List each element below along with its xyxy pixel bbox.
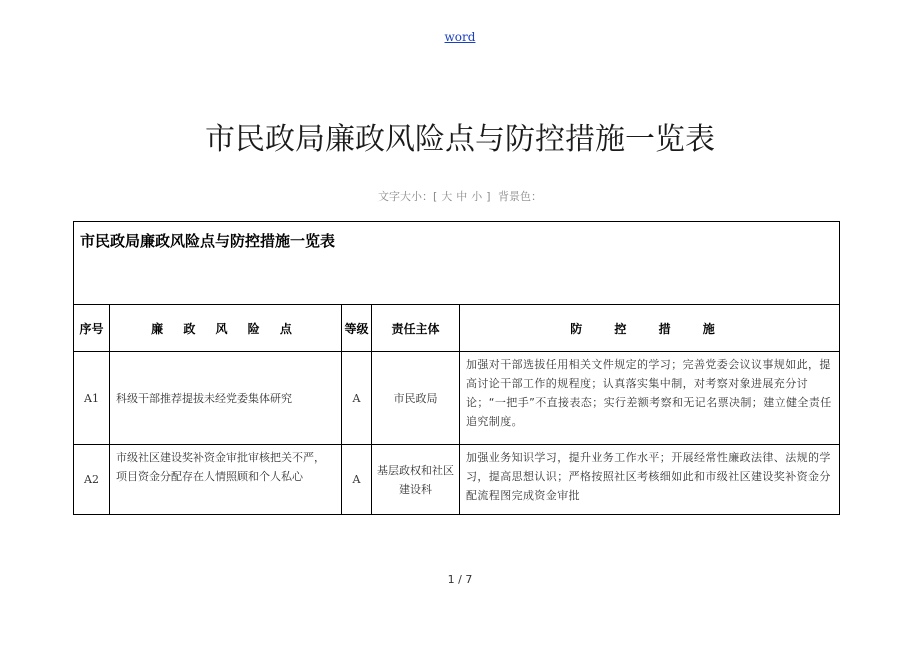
row-measures: 加强对干部选拔任用相关文件规定的学习；完善党委会议议事规如此，提高讨论干部工作的规程度；认真落实集中制，对考察对象进展充分讨论；“一把手”不直接表态；实行差额考察和无记名票决制；建立健全责任追究制度。 xyxy=(460,352,840,445)
row-risk: 市级社区建设奖补资金审批审核把关不严，项目资金分配存在人情照顾和个人私心 xyxy=(110,445,342,515)
font-size-medium-link[interactable]: 中 xyxy=(456,190,468,203)
page-number: 1 / 7 xyxy=(447,573,473,586)
table-row xyxy=(74,352,840,445)
row-subject: 基层政权和社区建设科 xyxy=(372,445,460,515)
header-measures: 防 控 措 施 xyxy=(460,305,840,352)
row-subject: 市民政局 xyxy=(372,352,460,445)
header-level: 等级 xyxy=(342,305,372,352)
row-level: A xyxy=(342,352,372,445)
row-measures: 加强业务知识学习，提升业务工作水平；开展经常性廉政法律、法规的学习，提高思想认识；严格按照社区考核细如此和市级社区建设奖补资金分配流程图完成资金审批 xyxy=(460,445,840,515)
font-size-bar xyxy=(0,188,920,204)
row-num: A1 xyxy=(74,352,110,445)
page-title: 市民政局廉政风险点与防控措施一览表 xyxy=(205,122,715,157)
risk-table xyxy=(73,221,840,515)
header-subject: 责任主体 xyxy=(372,305,460,352)
header-num: 序号 xyxy=(74,305,110,352)
row-risk: 科级干部推荐提拔未经党委集体研究 xyxy=(110,352,342,445)
font-size-close: ] xyxy=(486,190,491,203)
background-color-label: 背景色： xyxy=(498,190,543,203)
font-size-label: 文字大小：[ xyxy=(377,190,438,203)
header-risk: 廉 政 风 险 点 xyxy=(110,305,342,352)
row-num: A2 xyxy=(74,445,110,515)
table-title: 市民政局廉政风险点与防控措施一览表 xyxy=(74,222,840,305)
header-word-link[interactable]: word xyxy=(444,30,476,44)
table-row xyxy=(74,445,840,515)
font-size-large-link[interactable]: 大 xyxy=(441,190,453,203)
row-level: A xyxy=(342,445,372,515)
font-size-small-link[interactable]: 小 xyxy=(471,190,483,203)
